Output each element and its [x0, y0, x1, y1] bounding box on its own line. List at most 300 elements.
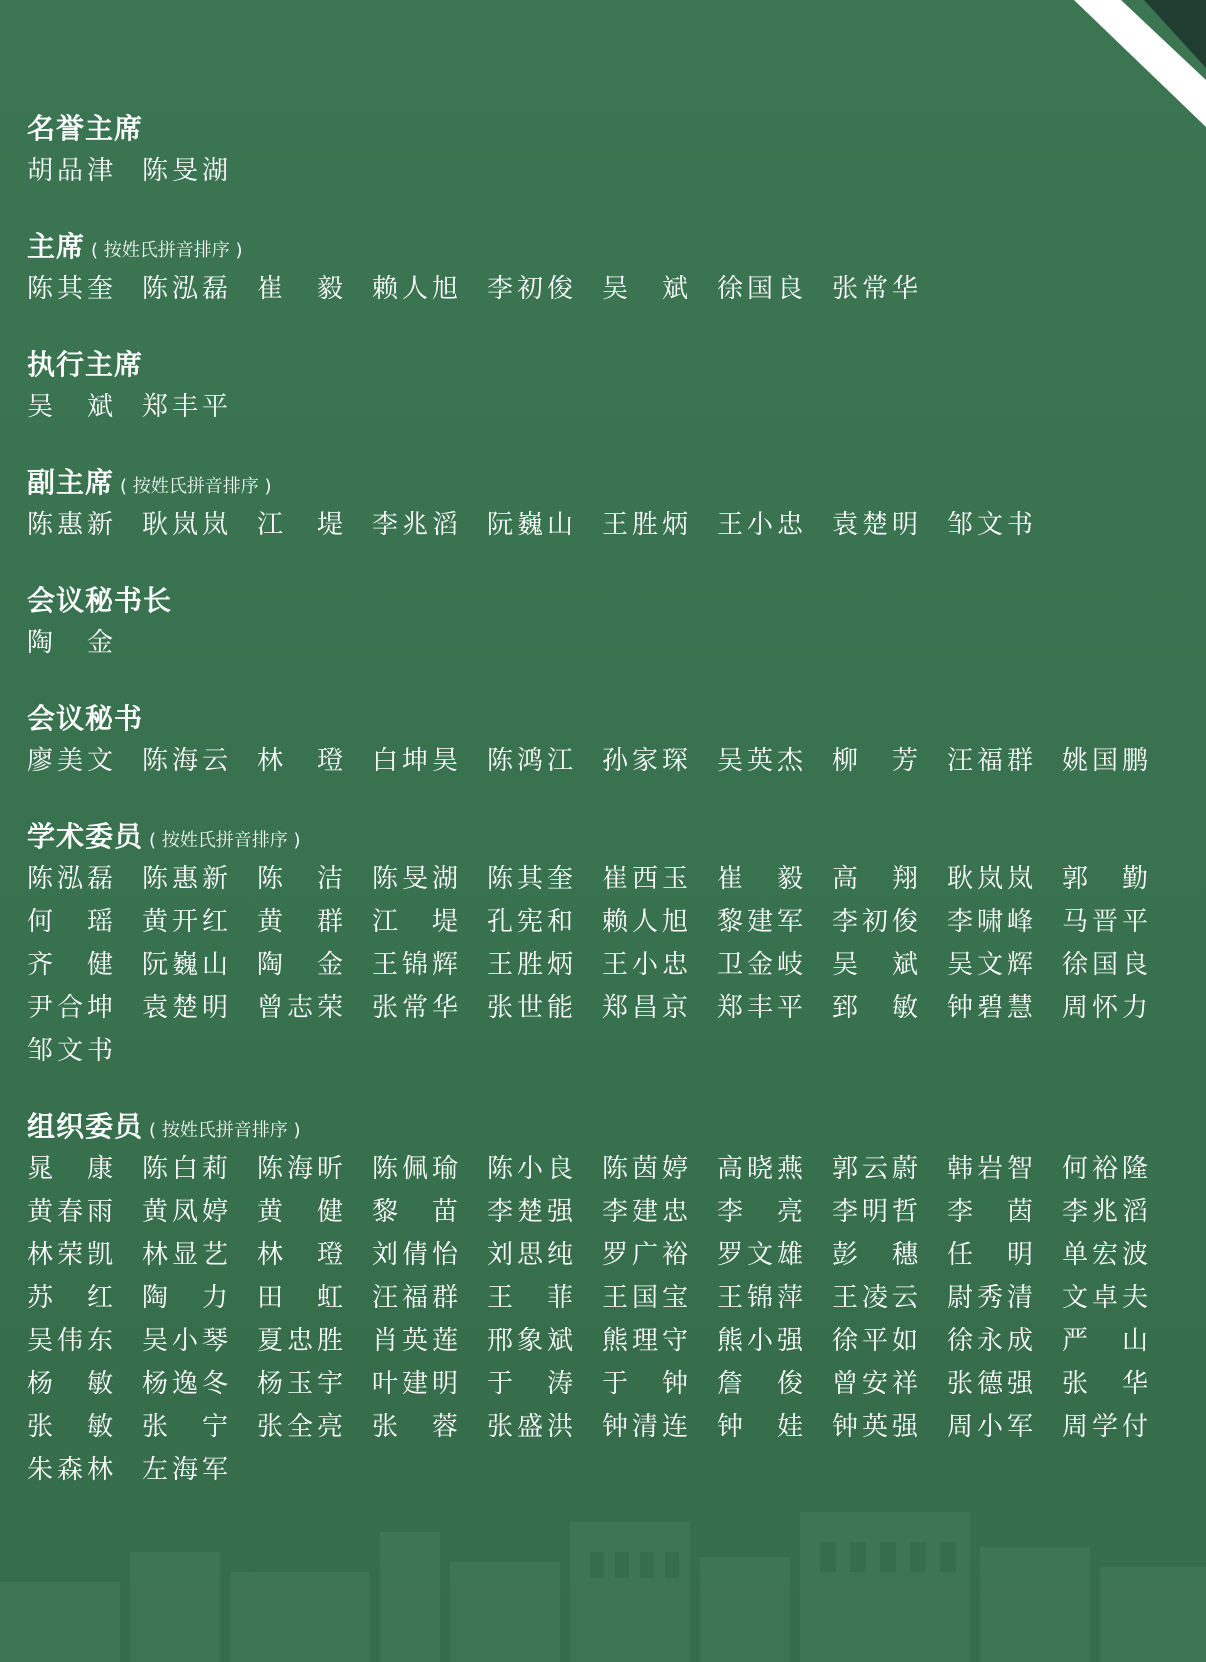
section-title-text: 会议秘书 — [27, 702, 144, 735]
person-name — [27, 268, 142, 311]
person-name — [142, 944, 257, 987]
person-name — [832, 740, 947, 783]
person-name-text: 崔 毅 — [257, 274, 343, 304]
person-name — [487, 1234, 602, 1277]
person-name — [27, 150, 142, 193]
section-title — [27, 226, 1187, 268]
name-list — [27, 858, 1187, 1073]
person-name-text: 吴 斌 — [27, 392, 113, 422]
person-name-text: 袁楚明 — [142, 993, 228, 1023]
person-name — [947, 987, 1062, 1030]
person-name — [947, 1406, 1062, 1449]
person-name — [27, 622, 142, 665]
section-title — [27, 1106, 1187, 1148]
person-name — [487, 1148, 602, 1191]
person-name — [832, 268, 947, 311]
person-name-text: 詹 俊 — [717, 1369, 803, 1399]
person-name — [1062, 1277, 1177, 1320]
person-name — [947, 858, 1062, 901]
person-name-text: 熊理守 — [602, 1326, 688, 1356]
person-name — [487, 944, 602, 987]
name-list — [27, 504, 1187, 547]
person-name — [257, 504, 372, 547]
person-name-text: 张德强 — [947, 1369, 1033, 1399]
person-name-text: 张 敏 — [27, 1412, 113, 1442]
person-name-text: 张盛洪 — [487, 1412, 573, 1442]
person-name — [602, 1234, 717, 1277]
person-name — [832, 1191, 947, 1234]
person-name-text: 李啸峰 — [947, 907, 1033, 937]
person-name — [27, 944, 142, 987]
person-name-text: 肖英莲 — [372, 1326, 458, 1356]
section-title — [27, 580, 1187, 622]
person-name-text: 李兆滔 — [372, 510, 458, 540]
person-name-text: 左海军 — [142, 1455, 228, 1485]
person-name-text: 汪福群 — [372, 1283, 458, 1313]
person-name-text: 高 翔 — [832, 864, 918, 894]
person-name-text: 徐平如 — [832, 1326, 918, 1356]
person-name — [142, 1406, 257, 1449]
person-name — [947, 1277, 1062, 1320]
person-name-text: 马晋平 — [1062, 907, 1148, 937]
person-name-text: 卫金岐 — [717, 950, 803, 980]
person-name — [142, 268, 257, 311]
section-title-text: 组织委员 — [27, 1110, 144, 1143]
person-name-text: 何 瑶 — [27, 907, 113, 937]
person-name — [372, 1406, 487, 1449]
person-name — [1062, 987, 1177, 1030]
person-name — [1062, 1234, 1177, 1277]
person-name-text: 钟 娃 — [717, 1412, 803, 1442]
person-name-text: 周小军 — [947, 1412, 1033, 1442]
person-name-text: 熊小强 — [717, 1326, 803, 1356]
person-name-text: 王凌云 — [832, 1283, 918, 1313]
person-name — [832, 944, 947, 987]
person-name-text: 林 璒 — [257, 746, 343, 776]
person-name — [142, 1449, 257, 1492]
person-name-text: 王国宝 — [602, 1283, 688, 1313]
person-name — [832, 1363, 947, 1406]
person-name — [142, 150, 257, 193]
person-name — [602, 858, 717, 901]
person-name-text: 张常华 — [372, 993, 458, 1023]
person-name — [257, 1406, 372, 1449]
person-name — [602, 1363, 717, 1406]
person-name-text: 夏忠胜 — [257, 1326, 343, 1356]
person-name — [832, 504, 947, 547]
person-name-text: 于 涛 — [487, 1369, 573, 1399]
person-name — [372, 944, 487, 987]
person-name — [947, 1191, 1062, 1234]
person-name-text: 李兆滔 — [1062, 1197, 1148, 1227]
name-list — [27, 1148, 1187, 1492]
person-name — [142, 1234, 257, 1277]
section-title — [27, 816, 1187, 858]
person-name — [717, 1148, 832, 1191]
person-name-text: 钟清连 — [602, 1412, 688, 1442]
person-name — [1062, 1406, 1177, 1449]
section-title-text: 主席 — [27, 230, 86, 263]
person-name — [832, 1277, 947, 1320]
person-name — [27, 987, 142, 1030]
person-name — [142, 504, 257, 547]
person-name-text: 王胜炳 — [487, 950, 573, 980]
person-name — [487, 1363, 602, 1406]
person-name — [27, 740, 142, 783]
person-name — [257, 268, 372, 311]
person-name-text: 黎建军 — [717, 907, 803, 937]
person-name — [832, 1320, 947, 1363]
person-name — [487, 901, 602, 944]
person-name-text: 钟碧慧 — [947, 993, 1033, 1023]
person-name-text: 陈旻湖 — [142, 156, 228, 186]
person-name — [27, 1449, 142, 1492]
person-name-text: 晁 康 — [27, 1154, 113, 1184]
person-name-text: 陈小良 — [487, 1154, 573, 1184]
person-name — [142, 1191, 257, 1234]
person-name — [27, 1234, 142, 1277]
person-name — [602, 1277, 717, 1320]
person-name-text: 汪福群 — [947, 746, 1033, 776]
name-list — [27, 740, 1187, 783]
section-secretary-general — [27, 580, 1187, 665]
person-name — [487, 987, 602, 1030]
section-organizing-committee — [27, 1106, 1187, 1492]
person-name-text: 黄开红 — [142, 907, 228, 937]
person-name-text: 邹文书 — [27, 1036, 113, 1066]
section-title-text: 会议秘书长 — [27, 584, 173, 617]
person-name-text: 高晓燕 — [717, 1154, 803, 1184]
person-name — [717, 1363, 832, 1406]
person-name-text: 吴 斌 — [832, 950, 918, 980]
person-name — [27, 1030, 142, 1073]
person-name-text: 杨逸冬 — [142, 1369, 228, 1399]
person-name — [717, 944, 832, 987]
person-name — [372, 1363, 487, 1406]
person-name-text: 崔 毅 — [717, 864, 803, 894]
person-name-text: 曾志荣 — [257, 993, 343, 1023]
person-name-text: 张 宁 — [142, 1412, 228, 1442]
person-name-text: 白坤昊 — [372, 746, 458, 776]
name-list — [27, 150, 1187, 193]
person-name — [717, 1234, 832, 1277]
person-name-text: 罗文雄 — [717, 1240, 803, 1270]
person-name-text: 何裕隆 — [1062, 1154, 1148, 1184]
person-name — [27, 1191, 142, 1234]
section-vice-chairman — [27, 462, 1187, 547]
person-name-text: 彭 穗 — [832, 1240, 918, 1270]
person-name-text: 王小忠 — [717, 510, 803, 540]
person-name-text: 曾安祥 — [832, 1369, 918, 1399]
person-name-text: 陈惠新 — [142, 864, 228, 894]
person-name-text: 耿岚岚 — [947, 864, 1033, 894]
person-name-text: 王 菲 — [487, 1283, 573, 1313]
person-name-text: 于 钟 — [602, 1369, 688, 1399]
person-name — [27, 858, 142, 901]
person-name-text: 郅 敏 — [832, 993, 918, 1023]
person-name-text: 郑丰平 — [142, 392, 228, 422]
person-name — [487, 504, 602, 547]
section-title — [27, 698, 1187, 740]
person-name-text: 尹合坤 — [27, 993, 113, 1023]
person-name-text: 陈海云 — [142, 746, 228, 776]
person-name-text: 严 山 — [1062, 1326, 1148, 1356]
person-name — [27, 1320, 142, 1363]
person-name — [372, 1320, 487, 1363]
person-name — [947, 901, 1062, 944]
person-name — [142, 858, 257, 901]
person-name-text: 尉秀清 — [947, 1283, 1033, 1313]
person-name-text: 陈海昕 — [257, 1154, 343, 1184]
person-name-text: 郭云蔚 — [832, 1154, 918, 1184]
name-list — [27, 386, 1187, 429]
person-name — [27, 1406, 142, 1449]
person-name — [832, 1234, 947, 1277]
person-name — [602, 1148, 717, 1191]
person-name — [372, 1191, 487, 1234]
person-name-text: 袁楚明 — [832, 510, 918, 540]
person-name — [832, 1406, 947, 1449]
person-name-text: 李楚强 — [487, 1197, 573, 1227]
person-name-text: 黄春雨 — [27, 1197, 113, 1227]
person-name — [602, 1320, 717, 1363]
section-title-text: 学术委员 — [27, 820, 144, 853]
person-name-text: 李 亮 — [717, 1197, 803, 1227]
person-name-text: 王锦萍 — [717, 1283, 803, 1313]
person-name-text: 陈佩瑜 — [372, 1154, 458, 1184]
person-name — [372, 987, 487, 1030]
person-name — [1062, 901, 1177, 944]
person-name — [602, 944, 717, 987]
person-name — [372, 858, 487, 901]
person-name-text: 张常华 — [832, 274, 918, 304]
section-title — [27, 108, 1187, 150]
person-name-text: 陶 金 — [27, 628, 113, 658]
person-name-text: 徐国良 — [717, 274, 803, 304]
person-name — [257, 1277, 372, 1320]
person-name — [257, 858, 372, 901]
person-name — [1062, 740, 1177, 783]
person-name-text: 邢象斌 — [487, 1326, 573, 1356]
person-name-text: 陈 洁 — [257, 864, 343, 894]
person-name — [832, 858, 947, 901]
person-name — [717, 1320, 832, 1363]
section-title-text: 副主席 — [27, 466, 115, 499]
person-name-text: 张世能 — [487, 993, 573, 1023]
person-name — [142, 386, 257, 429]
person-name — [947, 1234, 1062, 1277]
person-name-text: 王胜炳 — [602, 510, 688, 540]
person-name — [602, 740, 717, 783]
person-name — [257, 901, 372, 944]
person-name — [372, 901, 487, 944]
person-name-text: 郑昌京 — [602, 993, 688, 1023]
person-name — [257, 1234, 372, 1277]
person-name-text: 刘思纯 — [487, 1240, 573, 1270]
person-name-text: 林荣凯 — [27, 1240, 113, 1270]
person-name — [27, 1363, 142, 1406]
person-name-text: 黎 苗 — [372, 1197, 458, 1227]
person-name — [717, 504, 832, 547]
person-name — [27, 1148, 142, 1191]
person-name-text: 林 璒 — [257, 1240, 343, 1270]
section-title-note: ( 按姓氏拼音排序 ) — [149, 830, 301, 851]
person-name-text: 李初俊 — [487, 274, 573, 304]
person-name — [947, 1363, 1062, 1406]
person-name-text: 王锦辉 — [372, 950, 458, 980]
name-list — [27, 268, 1187, 311]
section-title-note: ( 按姓氏拼音排序 ) — [149, 1120, 301, 1141]
person-name — [602, 268, 717, 311]
section-title-note: ( 按姓氏拼音排序 ) — [120, 476, 272, 497]
person-name-text: 齐 健 — [27, 950, 113, 980]
person-name-text: 郑丰平 — [717, 993, 803, 1023]
person-name — [1062, 1148, 1177, 1191]
person-name-text: 周学付 — [1062, 1412, 1148, 1442]
person-name — [27, 386, 142, 429]
person-name — [142, 1277, 257, 1320]
person-name-text: 黄 健 — [257, 1197, 343, 1227]
person-name — [372, 504, 487, 547]
person-name-text: 单宏波 — [1062, 1240, 1148, 1270]
person-name-text: 张全亮 — [257, 1412, 343, 1442]
person-name-text: 张 华 — [1062, 1369, 1148, 1399]
person-name-text: 陈泓磊 — [27, 864, 113, 894]
person-name — [257, 1320, 372, 1363]
section-title-note: ( 按姓氏拼音排序 ) — [91, 240, 243, 261]
person-name — [257, 1363, 372, 1406]
person-name-text: 苏 红 — [27, 1283, 113, 1313]
section-executive-chairman — [27, 344, 1187, 429]
person-name-text: 韩岩智 — [947, 1154, 1033, 1184]
person-name-text: 黄凤婷 — [142, 1197, 228, 1227]
person-name — [257, 987, 372, 1030]
person-name — [27, 901, 142, 944]
person-name-text: 文卓夫 — [1062, 1283, 1148, 1313]
person-name — [717, 987, 832, 1030]
person-name-text: 孙家琛 — [602, 746, 688, 776]
person-name — [487, 1320, 602, 1363]
person-name-text: 徐国良 — [1062, 950, 1148, 980]
person-name — [1062, 1363, 1177, 1406]
person-name-text: 姚国鹏 — [1062, 746, 1148, 776]
person-name-text: 吴文辉 — [947, 950, 1033, 980]
person-name-text: 胡品津 — [27, 156, 113, 186]
person-name-text: 陈茵婷 — [602, 1154, 688, 1184]
person-name-text: 柳 芳 — [832, 746, 918, 776]
person-name — [602, 1191, 717, 1234]
section-honorary-chairman — [27, 108, 1187, 193]
section-title — [27, 344, 1187, 386]
person-name — [717, 740, 832, 783]
person-name — [372, 1234, 487, 1277]
person-name-text: 陈泓磊 — [142, 274, 228, 304]
person-name — [1062, 944, 1177, 987]
person-name — [27, 504, 142, 547]
person-name-text: 吴小琴 — [142, 1326, 228, 1356]
person-name-text: 阮巍山 — [487, 510, 573, 540]
person-name — [832, 1148, 947, 1191]
person-name — [257, 740, 372, 783]
person-name — [717, 268, 832, 311]
person-name — [832, 901, 947, 944]
person-name-text: 刘倩怡 — [372, 1240, 458, 1270]
person-name-text: 田 虹 — [257, 1283, 343, 1313]
person-name — [717, 858, 832, 901]
person-name-text: 任 明 — [947, 1240, 1033, 1270]
person-name-text: 赖人旭 — [602, 907, 688, 937]
section-title — [27, 462, 1187, 504]
person-name-text: 陈其奎 — [487, 864, 573, 894]
person-name — [257, 1148, 372, 1191]
person-name — [257, 1191, 372, 1234]
section-title-text: 名誉主席 — [27, 112, 144, 145]
person-name-text: 朱森林 — [27, 1455, 113, 1485]
person-name — [487, 858, 602, 901]
person-name — [602, 1406, 717, 1449]
person-name — [832, 987, 947, 1030]
person-name-text: 邹文书 — [947, 510, 1033, 540]
name-list — [27, 622, 1187, 665]
person-name-text: 孔宪和 — [487, 907, 573, 937]
person-name-text: 李建忠 — [602, 1197, 688, 1227]
person-name — [372, 1148, 487, 1191]
person-name — [142, 1363, 257, 1406]
person-name — [602, 504, 717, 547]
person-name — [142, 987, 257, 1030]
committee-list — [27, 108, 1187, 1525]
person-name — [947, 1320, 1062, 1363]
person-name — [487, 740, 602, 783]
person-name — [27, 1277, 142, 1320]
person-name — [142, 740, 257, 783]
person-name — [487, 1277, 602, 1320]
person-name-text: 黄 群 — [257, 907, 343, 937]
person-name-text: 崔西玉 — [602, 864, 688, 894]
person-name-text: 叶建明 — [372, 1369, 458, 1399]
person-name — [717, 1406, 832, 1449]
person-name — [947, 1148, 1062, 1191]
person-name-text: 耿岚岚 — [142, 510, 228, 540]
person-name — [717, 1191, 832, 1234]
person-name-text: 陈其奎 — [27, 274, 113, 304]
person-name — [372, 268, 487, 311]
section-chairman — [27, 226, 1187, 311]
person-name — [947, 504, 1062, 547]
person-name-text: 徐永成 — [947, 1326, 1033, 1356]
person-name-text: 李初俊 — [832, 907, 918, 937]
section-secretaries — [27, 698, 1187, 783]
person-name-text: 陈白莉 — [142, 1154, 228, 1184]
person-name-text: 钟英强 — [832, 1412, 918, 1442]
person-name-text: 江 堤 — [372, 907, 458, 937]
person-name — [947, 944, 1062, 987]
person-name — [1062, 1191, 1177, 1234]
person-name-text: 陈旻湖 — [372, 864, 458, 894]
section-title-text: 执行主席 — [27, 348, 144, 381]
person-name — [602, 987, 717, 1030]
person-name — [372, 1277, 487, 1320]
person-name-text: 阮巍山 — [142, 950, 228, 980]
person-name-text: 罗广裕 — [602, 1240, 688, 1270]
person-name-text: 李明哲 — [832, 1197, 918, 1227]
person-name — [257, 944, 372, 987]
person-name-text: 陶 金 — [257, 950, 343, 980]
person-name-text: 江 堤 — [257, 510, 343, 540]
person-name — [1062, 858, 1177, 901]
person-name-text: 林显艺 — [142, 1240, 228, 1270]
person-name-text: 李 茵 — [947, 1197, 1033, 1227]
